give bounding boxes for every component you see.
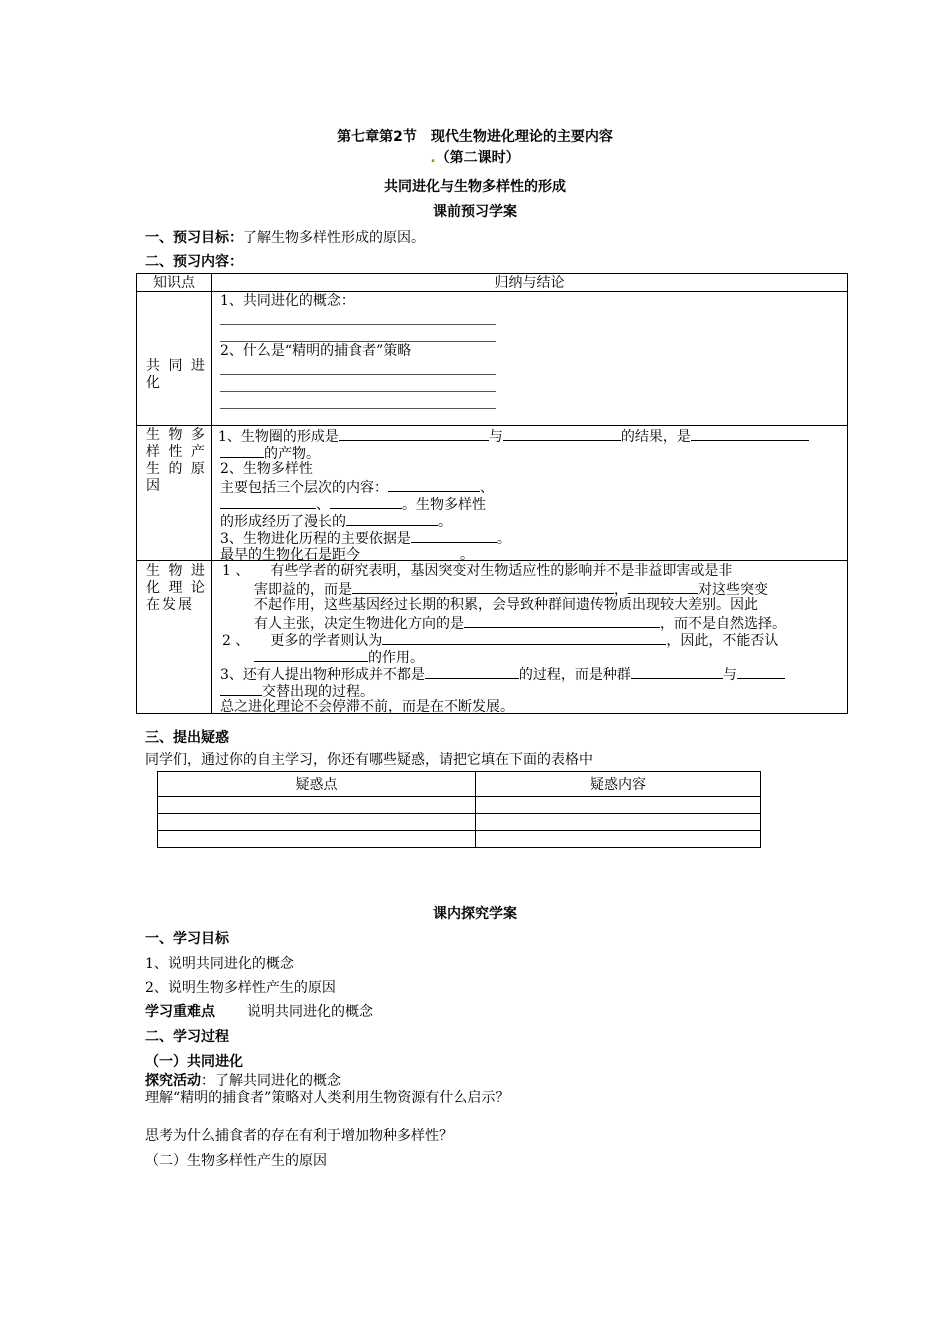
row2-topic: 生 物 多 样 性 产 生 的 原 因 (146, 427, 207, 494)
answer-line (220, 408, 496, 409)
row3-line8: 交替出现的过程。 (220, 682, 374, 701)
answer-line (220, 374, 496, 375)
row2-line8: 最早的生物化石是距今 。 (220, 547, 474, 563)
row1-item1: 1、共同进化的概念： (220, 293, 355, 309)
doubt-cell[interactable] (158, 797, 476, 814)
preview-content-label: 二、预习内容： (145, 254, 243, 270)
activity: 探究活动：了解共同进化的概念 (145, 1073, 341, 1089)
preview-goal: 一、预习目标：了解生物多样性形成的原因。 (145, 230, 425, 246)
table-head-topic: 知识点 (137, 274, 212, 292)
answer-line (220, 341, 496, 342)
doubt-cell[interactable] (476, 814, 761, 831)
row1-item2: 2、什么是“精明的捕食者”策略 (220, 343, 412, 359)
row2-line7: 3、生物进化历程的主要依据是 。 (220, 531, 511, 547)
row2-line2: 的产物。 (220, 444, 320, 463)
row3-line9: 总之进化理论不会停滞不前，而是在不断发展。 (220, 699, 514, 715)
inclass-title: 课内探究学案 (433, 906, 517, 922)
question-2: 思考为什么捕食者的存在有利于增加物种多样性？ (145, 1128, 453, 1144)
row2-line1: 1、生物圈的形成是 与 的结果，是 (218, 427, 809, 446)
section-diversity: （二）生物多样性产生的原因 (145, 1153, 327, 1169)
lesson-label: .（第二课时） (430, 150, 520, 166)
marker-dot: . (430, 150, 436, 166)
answer-line (220, 324, 496, 325)
subtitle: 共同进化与生物多样性的形成 (384, 179, 566, 195)
row3-line1: 1 、 有些学者的研究表明，基因突变对生物适应性的影响并不是非益即害或是非 (222, 563, 733, 579)
doubt-intro: 同学们，通过你的自主学习，你还有哪些疑惑，请把它填在下面的表格中 (145, 752, 593, 768)
row2-line6: 的形成经历了漫长的 。 (220, 514, 452, 530)
row3-line3: 不起作用，这些基因经过长期的积累，会导致种群间遗传物质出现较大差别。因此 (254, 597, 758, 613)
row3-line5: 2 、 更多的学者则认为 ，因此，不能否认 (222, 633, 779, 649)
doubt-table (157, 771, 761, 848)
table-head-summary: 归纳与结论 (212, 274, 848, 292)
row3-line7: 3、还有人提出物种形成并不都是 的过程，而是种群 与 (220, 665, 785, 684)
row1-topic: 共 同 进 化 (146, 358, 207, 391)
row3-topic: 生 物 进 化 理 论 在发展 (146, 563, 207, 613)
key-point: 学习重难点 说明共同进化的概念 (145, 1004, 373, 1020)
row2-line5: 、 。生物多样性 (220, 495, 486, 514)
preview-title: 课前预习学案 (433, 204, 517, 220)
row3-line4: 有人主张，决定生物进化方向的是 ，而不是自然选择。 (254, 616, 786, 632)
answer-line (220, 391, 496, 392)
doubt-label: 三、提出疑惑 (145, 730, 229, 746)
doubt-head-point: 疑惑点 (158, 772, 476, 797)
row2-line3: 2、生物多样性 (220, 461, 313, 477)
goals-label: 一、学习目标 (145, 931, 229, 947)
section-coevolution: （一）共同进化 (145, 1054, 243, 1070)
row3-line6: 的作用。 (254, 648, 424, 667)
row3-line2: 害即益的，而是 ， 对这些突变 (254, 582, 768, 598)
page-title: 第七章第2节 现代生物进化理论的主要内容 (337, 129, 613, 145)
doubt-cell[interactable] (476, 831, 761, 848)
question-1: 理解“精明的捕食者”策略对人类利用生物资源有什么启示？ (145, 1090, 510, 1106)
doubt-head-content: 疑惑内容 (476, 772, 761, 797)
goal-2: 2、说明生物多样性产生的原因 (145, 980, 336, 996)
goal-1: 1、说明共同进化的概念 (145, 956, 294, 972)
doubt-cell[interactable] (476, 797, 761, 814)
process-label: 二、学习过程 (145, 1029, 229, 1045)
doubt-cell[interactable] (158, 814, 476, 831)
doubt-cell[interactable] (158, 831, 476, 848)
row2-line4: 主要包括三个层次的内容： 、 (220, 480, 494, 496)
